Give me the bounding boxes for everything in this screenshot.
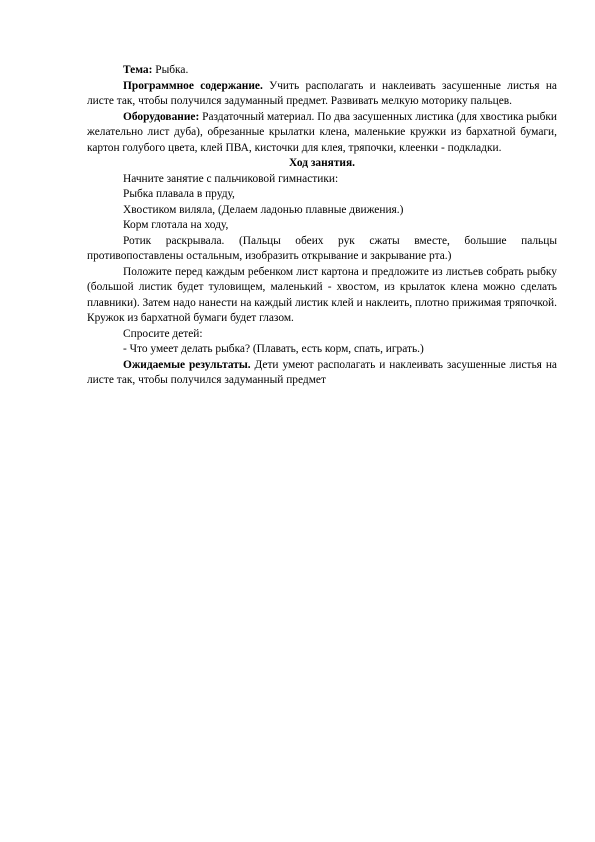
lesson-heading: Ход занятия. [288, 157, 356, 169]
results-label: Ожидаемые результаты. [123, 358, 251, 371]
topic-text: Рыбка. [152, 64, 189, 76]
lesson-line: Ротик раскрывала. (Пальцы обеих рук сжаты вместе, большие пальцы противопоставлены остальным, изобразить открывание и закрывание рта.) [87, 234, 557, 262]
lesson-line: Корм глотала на ходу, [123, 219, 229, 231]
program-label: Программное содержание. [123, 79, 263, 92]
program-text: Учить располагать и наклеивать засушенные листья на листе так, чтобы получился задуманный предмет. Развивать мелкую моторику пальцев. [87, 79, 557, 107]
results-text: Дети умеют располагать и наклеивать засушенные листья на листе так, чтобы получился задуманный предмет [87, 358, 557, 386]
topic-label: Тема: [123, 64, 153, 76]
document-body [87, 63, 557, 389]
lesson-line: Положите перед каждым ребенком лист картона и предложите из листьев собрать рыбку (большой листик будет туловищем, маленький - хвостом, из крылаток клена можно сделать плавники). Затем надо нанести на каждый листик клей и наклеить, плотно прижимая тряпочкой. Кружок из бархатной бумаги будет глазом. [87, 265, 557, 324]
equipment-paragraph [87, 110, 557, 157]
topic-paragraph [87, 63, 557, 79]
lesson-line: Хвостиком виляла, (Делаем ладонью плавные движения.) [123, 203, 404, 216]
lesson-line: Начните занятие с пальчиковой гимнастики: [123, 172, 339, 185]
results-paragraph [87, 358, 557, 389]
equipment-text: Раздаточный материал. По два засушенных листика (для хвостика рыбки желательно лист дуба), обрезанные крылатки клена, маленькие кружки из бархатной бумаги, картон голубого цвета, клей ПВА, кисточки для клея, тряпочки, клеенки - подкладки. [87, 110, 557, 154]
lesson-line: - Что умеет делать рыбка? (Плавать, есть корм, спать, играть.) [123, 343, 424, 355]
program-paragraph [87, 79, 557, 110]
lesson-line: Рыбка плавала в пруду, [123, 188, 235, 200]
equipment-label: Оборудование: [123, 110, 200, 123]
lesson-line: Спросите детей: [123, 327, 203, 340]
